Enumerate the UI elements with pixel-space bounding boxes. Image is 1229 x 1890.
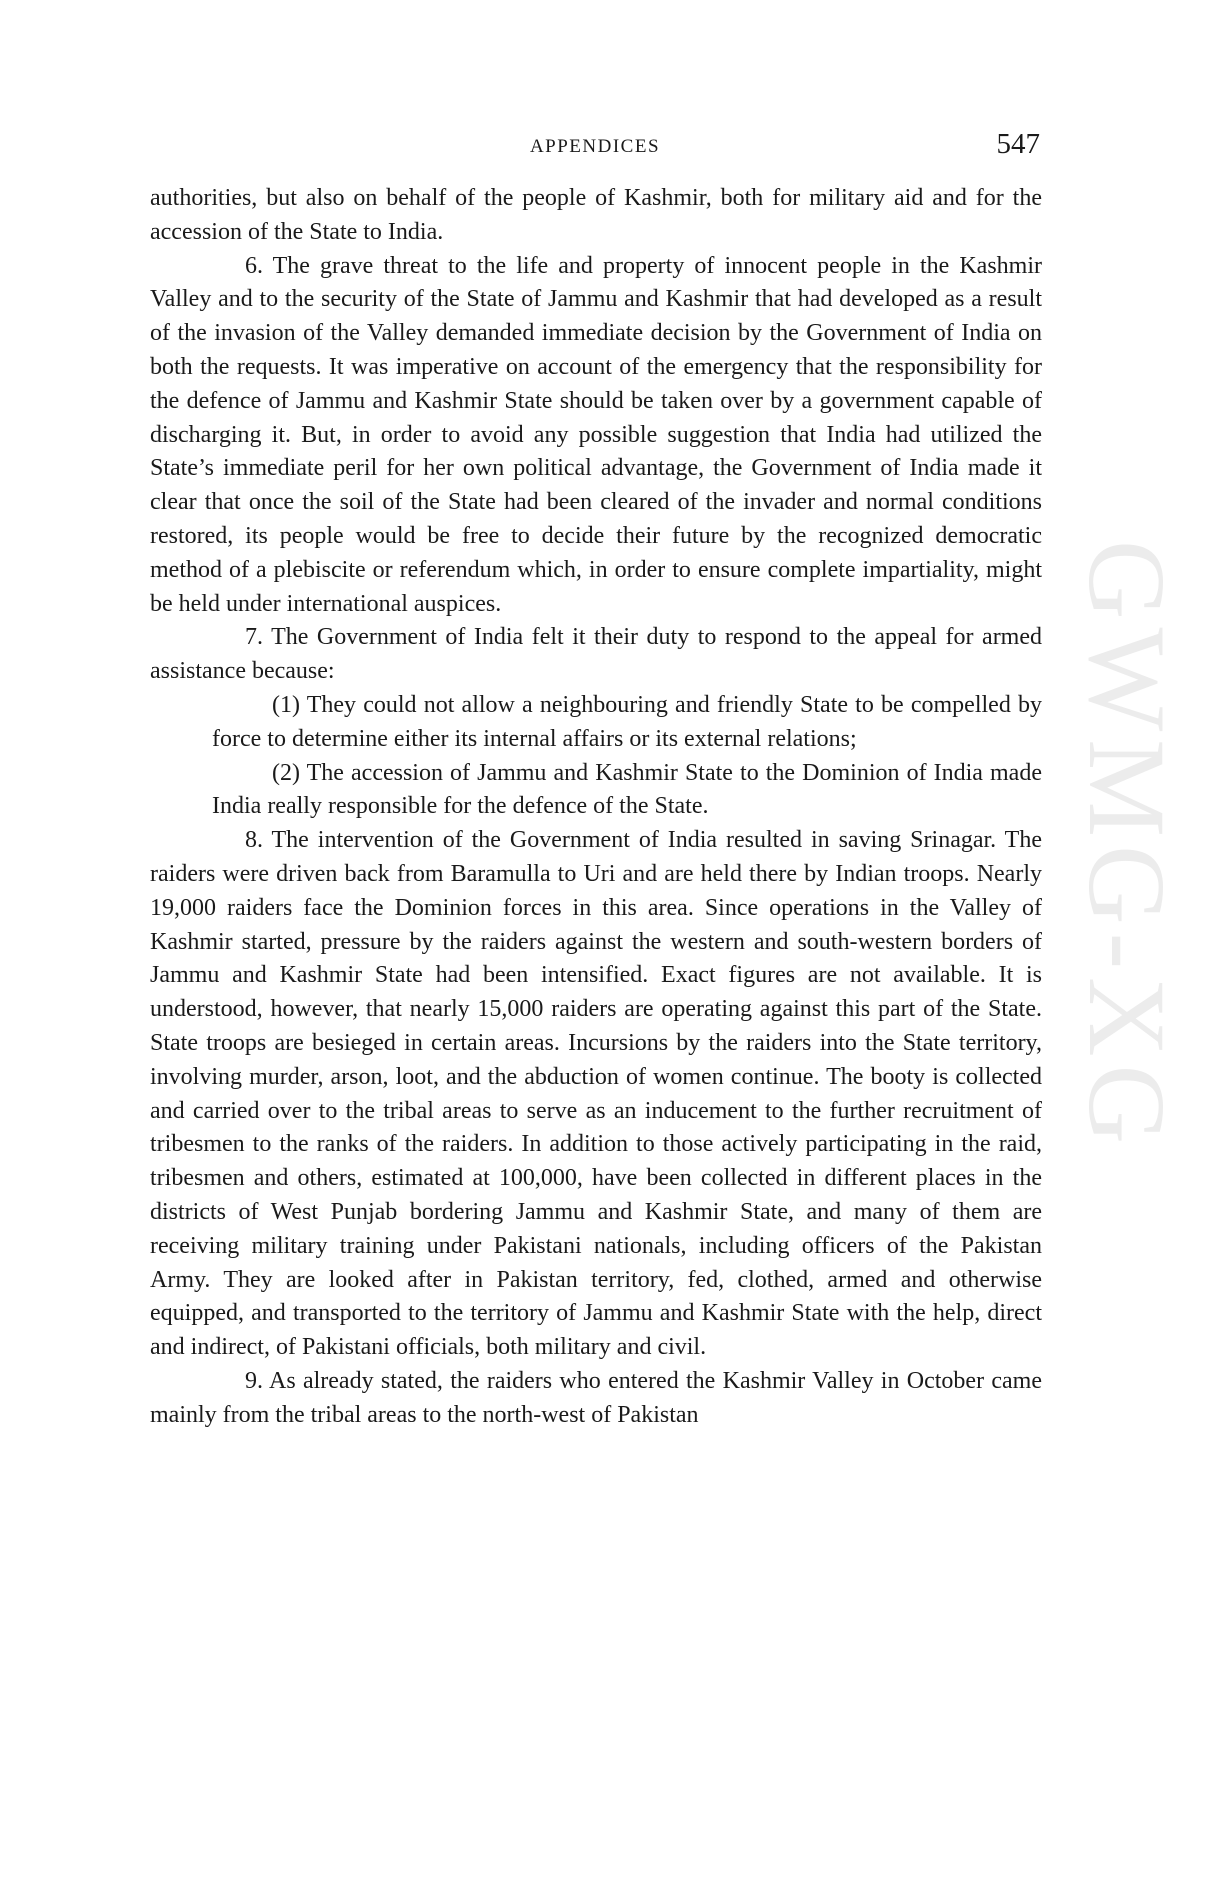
paragraph-9: 9. As already stated, the raiders who entered the Kashmir Valley in October came mainly from the tribal areas to the north-west of Pakistan (150, 1367, 1042, 1428)
paragraph-8: 8. The intervention of the Government of India resulted in saving Srinagar. The raiders were driven back from Baramulla to Uri and are held there by Indian troops. Nearly 19,000 raiders face the Dominion forces in this area. Since operations in the Valley of Kashmir started, pressure by the raiders against the western and south-western borders of Jammu and Kashmir State had been intensified. Exact figures are not available. It is understood, however, that nearly 15,000 raiders are operating against this part of the State. State troops are besieged in certain areas. Incursions by the raiders into the State territory, involving murder, arson, loot, and the abduction of women continue. The booty is collected and carried over to the tribal areas to serve as an inducement to the further recruitment of tribesmen to the ranks of the raiders. In addition to those actively participating in the raid, tribesmen and others, estimated at 100,000, have been collected in different places in the districts of West Punjab bordering Jammu and Kashmir State, and many of them are receiving military training under Pakistani nationals, including officers of the Pakistan Army. They are looked after in Pakistan territory, fed, clothed, armed and otherwise equipped, and transported to the territory of Jammu and Kashmir State with the help, direct and indirect, of Pakistani officials, both military and civil. (150, 827, 1042, 1361)
paragraph-7-item-2: (2) The accession of Jammu and Kashmir State to the Dominion of India made India really responsible for the defence of the State. (212, 759, 1042, 820)
paragraph-continuation: authorities, but also on behalf of the people of Kashmir, both for military aid and for the accession of the State to India. (150, 185, 1042, 245)
paragraph-6: 6. The grave threat to the life and property of innocent people in the Kashmir Valley and to the security of the State of Jammu and Kashmir that had developed as a result of the invasion of the Valley demanded immediate decision by the Government of India on both the requests. It was imperative on account of the emergency that the responsibility for the defence of Jammu and Kashmir State should be taken over by a government capable of discharging it. But, in order to avoid any possible suggestion that India had utilized the State’s immediate peril for her own political advantage, the Government of India made it clear that once the soil of the State had been cleared of the invader and normal conditions restored, its people would be free to decide their future by the recognized democratic method of a plebiscite or referendum which, in order to ensure complete impartiality, might be held under international auspices. (150, 252, 1042, 617)
watermark: GWMG-XG (1066, 540, 1188, 1153)
running-head: APPENDICES (529, 136, 661, 157)
paragraph-7: 7. The Government of India felt it their duty to respond to the appeal for armed assistance because: (150, 624, 1042, 685)
body-text (150, 182, 1042, 1432)
page-number: 547 (996, 128, 1040, 160)
page-header (150, 128, 1040, 168)
paragraph-7-item-1: (1) They could not allow a neighbouring and friendly State to be compelled by force to determine either its internal affairs or its external relations; (212, 691, 1042, 752)
